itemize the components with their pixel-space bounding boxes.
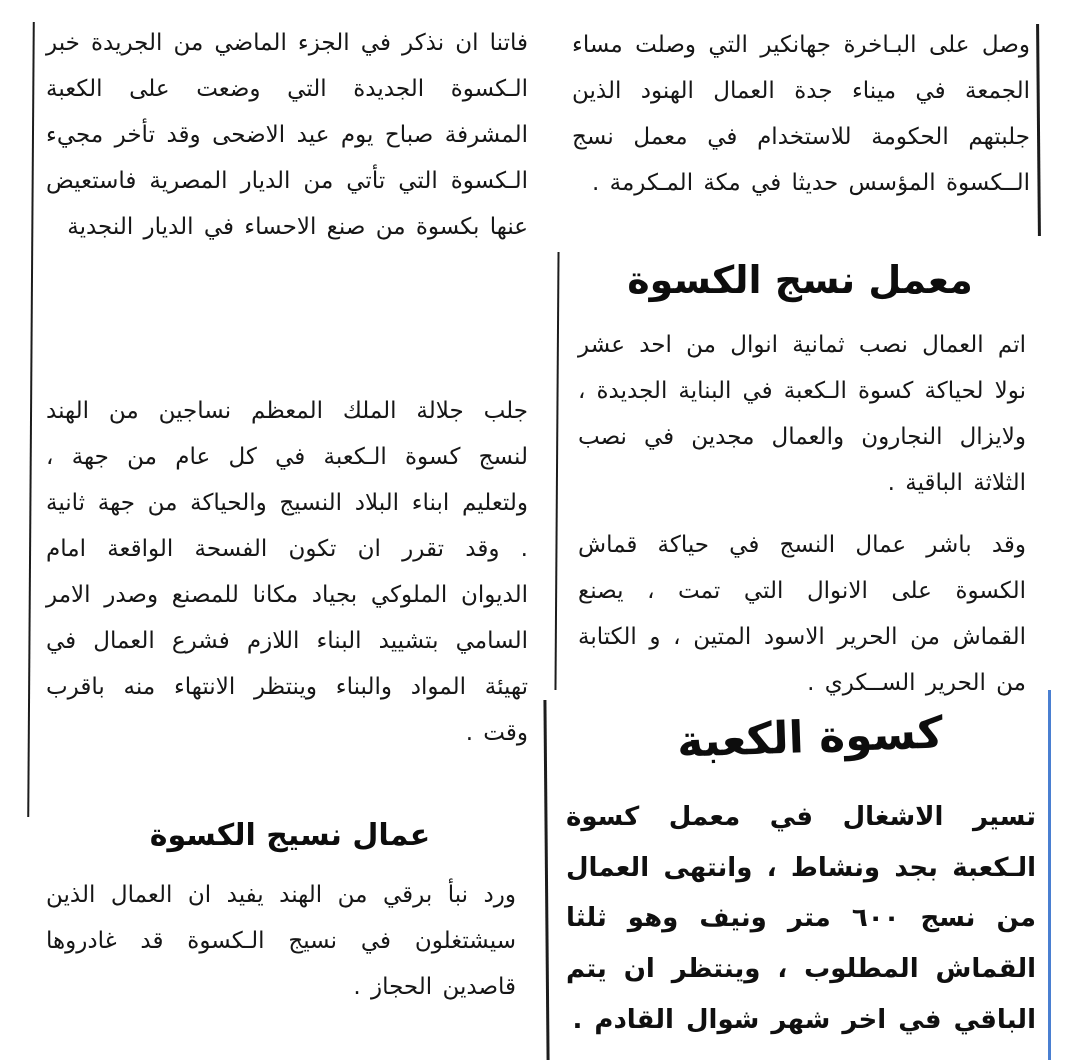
article-paragraph-arrival: وصل على البـاخرة جهانكير التي وصلت مساء الجمعة في ميناء جدة العمال الهنود الذين جلبتهم الحكومة للاستخدام في معمل نسج الــكسوة المؤسس حديثا في مكة المـكرمة . [572,32,1030,196]
left-column-rule [27,22,35,817]
bottom-right-left-rule [543,700,549,1060]
right-column-mid-rule [554,252,559,690]
bottom-right-blue-rule [1048,690,1051,1060]
article-paragraph-weaving-started: وقد باشر عمال النسج في حياكة قماش الكسوة على الانوال التي تمت ، يصنع القماش من الحرير الاسود المتين ، و الكتابة من الحرير الســكري . [578,532,1026,696]
section-heading-kiswa-workers: عمال نسيج الكسوة [149,818,431,853]
article-paragraph-progress: تسير الاشغال في معمل كسوة الـكعبة بجد ونشاط ، وانتهى العمال من نسج ٦٠٠ متر ونيف وهو ثلثا القماش المطلوب ، وينتظر ان يتم الباقي في اخر شهر شوال القادم . [566,802,1036,1035]
section-heading-kaaba-kiswa: كسوة الكعبة [676,707,944,768]
article-paragraph-king-weavers: جلب جلالة الملك المعظم نساجين من الهند لنسج كسوة الـكعبة في كل عام من جهة ، ولتعليم ابناء البلاد النسيج والحياكة من جهة ثانية . وقد تقرر ان تكون الفسحة الواقعة امام الديوان الملوكي بجياد مكانا للمصنع وصدر الامر السامي بتشييد البناء اللازم فشرع العمال في تهيئة المواد والبناء وينتظر الانتهاء منه باقرب وقت . [46,398,528,746]
right-column-top-rule [1036,24,1041,236]
section-heading-weaving-factory: معمل نسج الكسوة [627,258,973,302]
article-paragraph-telegram: ورد نبأ برقي من الهند يفيد ان العمال الذين سيشتغلون في نسيج الـكسوة قد غادروها قاصدين الحجاز . [46,882,516,1000]
article-paragraph-looms: اتم العمال نصب ثمانية انوال من احد عشر نولا لحياكة كسوة الـكعبة في البناية الجديدة ، ولايزال النجارون والعمال مجدين في نصب الثلاثة الباقية . [578,332,1026,496]
article-paragraph-missed-news: فاتنا ان نذكر في الجزء الماضي من الجريدة خبر الـكسوة الجديدة التي وضعت على الكعبة المشرفة صباح يوم عيد الاضحى وقد تأخر مجيء الـكسوة التي تأتي من الديار المصرية فاستعيض عنها بكسوة من صنع الاحساء في الديار النجدية [46,30,528,240]
